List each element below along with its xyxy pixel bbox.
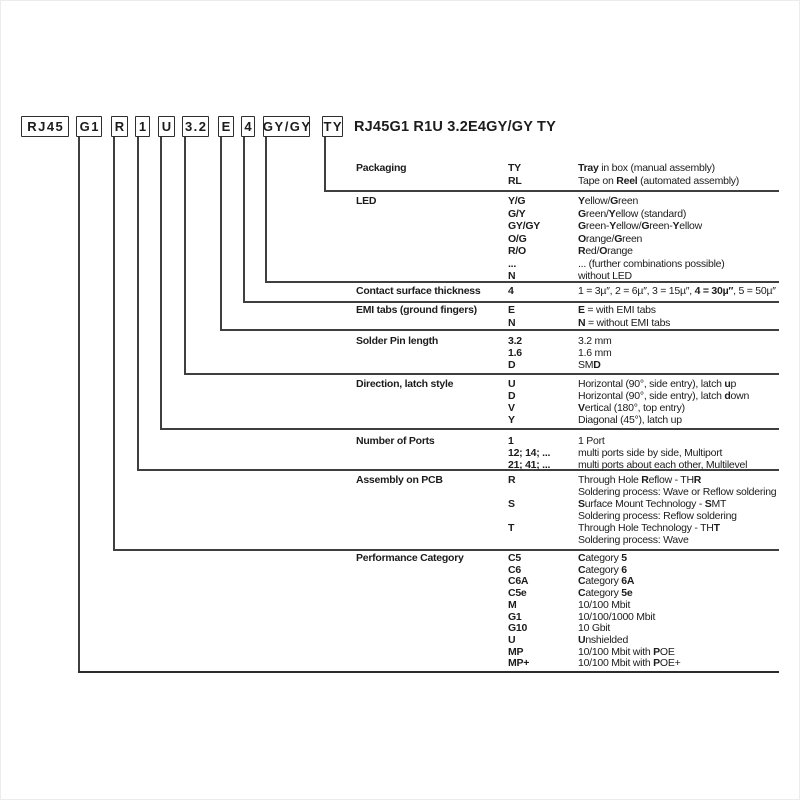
code-description: 10/100 Mbit xyxy=(578,598,631,611)
section-label: EMI tabs (ground fingers) xyxy=(356,304,477,316)
code-value: 3.2 xyxy=(508,335,522,347)
code-value: 1 xyxy=(508,435,514,447)
code-value: G1 xyxy=(508,610,522,623)
code-value: TY xyxy=(508,162,521,174)
code-value: E xyxy=(508,304,515,316)
code-description: multi ports side by side, Multiport xyxy=(578,447,723,459)
code-description: multi ports about each other, Multilevel xyxy=(578,459,748,471)
connector-line-vertical xyxy=(160,137,162,428)
code-description: Category 5 xyxy=(578,552,627,564)
code-description: Category 6A xyxy=(578,575,635,588)
part-code-box-label: U xyxy=(161,119,173,134)
section-separator-line xyxy=(78,671,779,673)
section-label: Contact surface thickness xyxy=(356,285,481,297)
code-description: Category 5e xyxy=(578,587,633,600)
part-code-box-label: 4 xyxy=(244,119,254,134)
code-value: U xyxy=(508,378,516,390)
code-description: Diagonal (45°), latch up xyxy=(578,414,682,426)
connector-line-vertical xyxy=(243,137,245,301)
code-description: 1.6 mm xyxy=(578,347,612,359)
code-description: Green-Yellow/Green-Yellow xyxy=(578,220,702,232)
part-code-box xyxy=(21,116,69,137)
code-value: R xyxy=(508,474,516,486)
connector-line-vertical xyxy=(184,137,186,373)
part-code-box xyxy=(158,116,175,137)
code-value: U xyxy=(508,633,516,646)
code-value: MP xyxy=(508,645,524,658)
connector-line-vertical xyxy=(137,137,139,469)
code-description: Soldering process: Wave or Reflow soldering xyxy=(578,486,777,498)
section-label: Number of Ports xyxy=(356,435,435,447)
code-description: 10/100 Mbit with POE+ xyxy=(578,657,681,670)
section-separator-line xyxy=(160,428,779,430)
code-description: Tape on Reel (automated assembly) xyxy=(578,175,740,187)
part-code-box xyxy=(182,116,209,137)
code-description: E = with EMI tabs xyxy=(578,304,656,316)
full-part-number-title: RJ45G1 R1U 3.2E4GY/GY TY xyxy=(354,119,556,135)
code-description: SMD xyxy=(578,359,601,371)
section-label: LED xyxy=(356,195,377,207)
code-value: Y/G xyxy=(508,195,526,207)
code-value: MP+ xyxy=(508,657,530,670)
part-code-box xyxy=(241,116,255,137)
code-value: G/Y xyxy=(508,207,526,220)
part-code-box-label: GY/GY xyxy=(262,119,312,134)
part-code-box xyxy=(135,116,150,137)
code-value: RL xyxy=(508,175,522,187)
code-description: Vertical (180°, top entry) xyxy=(578,402,685,414)
part-code-box xyxy=(218,116,234,137)
code-description: Horizontal (90°, side entry), latch down xyxy=(578,390,750,402)
part-code-box-label: RJ45 xyxy=(27,119,65,134)
code-description: Through Hole Technology - THT xyxy=(578,522,720,534)
code-description: Soldering process: Wave xyxy=(578,534,689,546)
code-description: Soldering process: Reflow soldering xyxy=(578,510,737,522)
connector-line-vertical xyxy=(220,137,222,329)
section-separator-line xyxy=(324,190,779,192)
code-value: C5e xyxy=(508,587,527,600)
code-description: Yellow/Green xyxy=(578,195,639,207)
code-value: 4 xyxy=(508,285,514,297)
connector-line-vertical xyxy=(113,137,115,549)
code-description: Unshielded xyxy=(578,633,629,646)
part-code-box-label: E xyxy=(221,119,232,134)
section-separator-line xyxy=(243,301,779,303)
part-code-box xyxy=(322,116,343,137)
code-description: Surface Mount Technology - SMT xyxy=(578,498,727,510)
part-code-box xyxy=(76,116,102,137)
code-description: 1 = 3µ″, 2 = 6µ″, 3 = 15µ″, 4 = 30µ″, 5 = 50µ″ xyxy=(578,285,776,297)
code-value: C6 xyxy=(508,563,521,576)
code-value: V xyxy=(508,402,515,414)
code-value: O/G xyxy=(508,232,527,245)
code-description: N = without EMI tabs xyxy=(578,316,671,329)
code-value: N xyxy=(508,316,516,329)
part-code-box-label: 3.2 xyxy=(184,119,208,134)
code-description: 10 Gbit xyxy=(578,622,611,635)
connector-line-vertical xyxy=(78,137,80,671)
code-value: 21; 41; ... xyxy=(508,459,551,471)
part-code-box xyxy=(111,116,128,137)
code-value: R/O xyxy=(508,245,526,257)
code-value: D xyxy=(508,390,516,402)
code-description: Tray in box (manual assembly) xyxy=(578,162,715,174)
section-separator-line xyxy=(220,329,779,331)
part-code-box-label: G1 xyxy=(79,119,100,134)
section-label: Packaging xyxy=(356,162,407,174)
code-value: N xyxy=(508,270,516,282)
code-value: 1.6 xyxy=(508,347,522,359)
code-description: ... (further combinations possible) xyxy=(578,257,725,270)
code-description: Category 6 xyxy=(578,563,627,576)
code-description: 10/100 Mbit with POE xyxy=(578,645,675,658)
connector-line-vertical xyxy=(265,137,267,281)
code-description: Horizontal (90°, side entry), latch up xyxy=(578,378,737,390)
code-value: GY/GY xyxy=(508,220,541,232)
section-label: Assembly on PCB xyxy=(356,474,443,486)
code-value: C6A xyxy=(508,575,529,588)
code-value: M xyxy=(508,598,517,611)
code-value: S xyxy=(508,498,515,510)
code-description: Orange/Green xyxy=(578,232,643,245)
code-description: Through Hole Reflow - THR xyxy=(578,474,702,486)
code-value: Y xyxy=(508,414,515,426)
code-value: T xyxy=(508,522,515,534)
section-separator-line xyxy=(265,281,779,283)
connector-line-vertical xyxy=(324,137,326,190)
section-separator-line xyxy=(113,549,779,551)
code-description: 10/100/1000 Mbit xyxy=(578,610,656,623)
code-description: 1 Port xyxy=(578,435,605,447)
part-code-box-label: TY xyxy=(323,119,344,134)
section-label: Solder Pin length xyxy=(356,335,439,347)
section-label: Direction, latch style xyxy=(356,378,454,390)
code-description: Green/Yellow (standard) xyxy=(578,207,687,220)
code-value: ... xyxy=(508,257,517,270)
code-description: Red/Orange xyxy=(578,245,633,257)
section-separator-line xyxy=(184,373,779,375)
code-value: C5 xyxy=(508,552,521,564)
part-code-box-label: 1 xyxy=(138,119,148,134)
code-value: D xyxy=(508,359,516,371)
part-code-box-label: R xyxy=(114,119,126,134)
section-label: Performance Category xyxy=(356,552,464,564)
code-value: G10 xyxy=(508,622,528,635)
code-description: 3.2 mm xyxy=(578,335,612,347)
code-description: without LED xyxy=(578,270,632,282)
part-code-box xyxy=(263,116,310,137)
code-value: 12; 14; ... xyxy=(508,447,551,459)
